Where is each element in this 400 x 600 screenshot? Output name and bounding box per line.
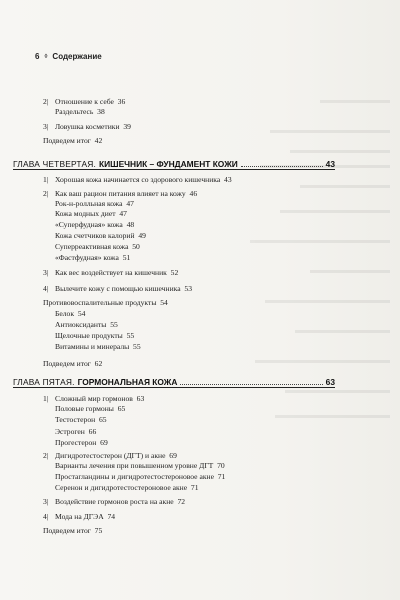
toc-subitem[interactable]: Кожа модных диет 47 <box>55 209 127 218</box>
page-number: 6 <box>35 52 40 61</box>
leader-dots <box>180 383 322 385</box>
toc-subitem[interactable]: Простагландины и дигидротестостероновое акне 71 <box>55 472 226 481</box>
diamond-icon: ◊ <box>44 53 48 60</box>
toc-summary[interactable]: Подведем итог 62 <box>43 359 103 368</box>
book-page: 6 ◊ Содержание 2| Отношение к себе 36 Раздельтесь 38 3| Ловушка косметики 39 Подведем итог 42 ГЛАВА ЧЕТВЕРТАЯ. КИШЕЧНИК – ФУНДАМЕНТ КОЖИ 43 1| Хорошая кожа начинается со здорового кишечника 43 2| Как ваш рацион питания влияет на кожу 46 Рок-н-ролльная кожа 47 Кожа модных диет 47 «Суперфудная» кожа 48 Кожа счетчиков калорий 49 Суперреактивная кожа 50 «Фастфудная» кожа 51 3| Как вес воздействует на кишечник 52 4| Вылечите кожу с помощью кишечника 53 Противовоспалительные продукты 54 Белок 54 Антиоксиданты 55 Щелочные продукты 55 Витамины и минералы 55 Подведем итог 62 ГЛАВА ПЯТАЯ. ГОРМОНАЛЬНАЯ КОЖА 63 1| Сложный мир гормонов 63 Половые гормоны 65 Тестостерон 65 Эстроген 66 Прогестерон 69 2| Дигидротестостерон (ДГТ) и акне 69 Варианты лечения при повышенном уровне ДГТ 70 Простагландины и дигидротестостероновое акне 71 Серенон и дигидротестостероновое акне 71 3| Воздействие гормонов роста на акне 72 4| Мода на ДГЭА 74 Подведем итог 75 <box>0 0 400 600</box>
chapter-heading[interactable]: ГЛАВА ЧЕТВЕРТАЯ. КИШЕЧНИК – ФУНДАМЕНТ КОЖИ 43 <box>13 159 335 169</box>
toc-subitem[interactable]: «Суперфудная» кожа 48 <box>55 220 135 229</box>
toc-subitem[interactable]: Половые гормоны 65 <box>55 404 126 413</box>
toc-subitem[interactable]: Витамины и минералы 55 <box>55 342 141 351</box>
toc-subitem[interactable]: Серенон и дигидротестостероновое акне 71 <box>55 483 199 492</box>
leader-dots <box>241 165 323 167</box>
toc-subitem[interactable]: Белок 54 <box>55 309 86 318</box>
toc-item[interactable]: Противовоспалительные продукты 54 <box>43 298 168 307</box>
toc-subitem[interactable]: «Фастфудная» кожа 51 <box>55 253 131 262</box>
chapter-heading[interactable]: ГЛАВА ПЯТАЯ. ГОРМОНАЛЬНАЯ КОЖА 63 <box>13 377 335 387</box>
toc-subitem[interactable]: Рок-н-ролльная кожа 47 <box>55 199 134 208</box>
toc-subitem[interactable]: Эстроген 66 <box>55 427 97 436</box>
toc-subitem[interactable]: Тестостерон 65 <box>55 415 107 424</box>
toc-subitem[interactable]: Варианты лечения при повышенном уровне ДГТ 70 <box>55 461 225 470</box>
toc-subitem[interactable]: Кожа счетчиков калорий 49 <box>55 231 146 240</box>
toc-subitem[interactable]: Суперреактивная кожа 50 <box>55 242 140 251</box>
toc-summary[interactable]: Подведем итог 75 <box>43 526 103 535</box>
toc-subitem[interactable]: Антиоксиданты 55 <box>55 320 118 329</box>
page-title: Содержание <box>52 52 102 61</box>
toc-subitem[interactable]: Раздельтесь 38 <box>55 107 105 116</box>
running-head <box>35 52 102 61</box>
toc-subitem[interactable]: Прогестерон 69 <box>55 438 108 447</box>
toc-summary[interactable]: Подведем итог 42 <box>43 136 103 145</box>
toc-subitem[interactable]: Щелочные продукты 55 <box>55 331 135 340</box>
